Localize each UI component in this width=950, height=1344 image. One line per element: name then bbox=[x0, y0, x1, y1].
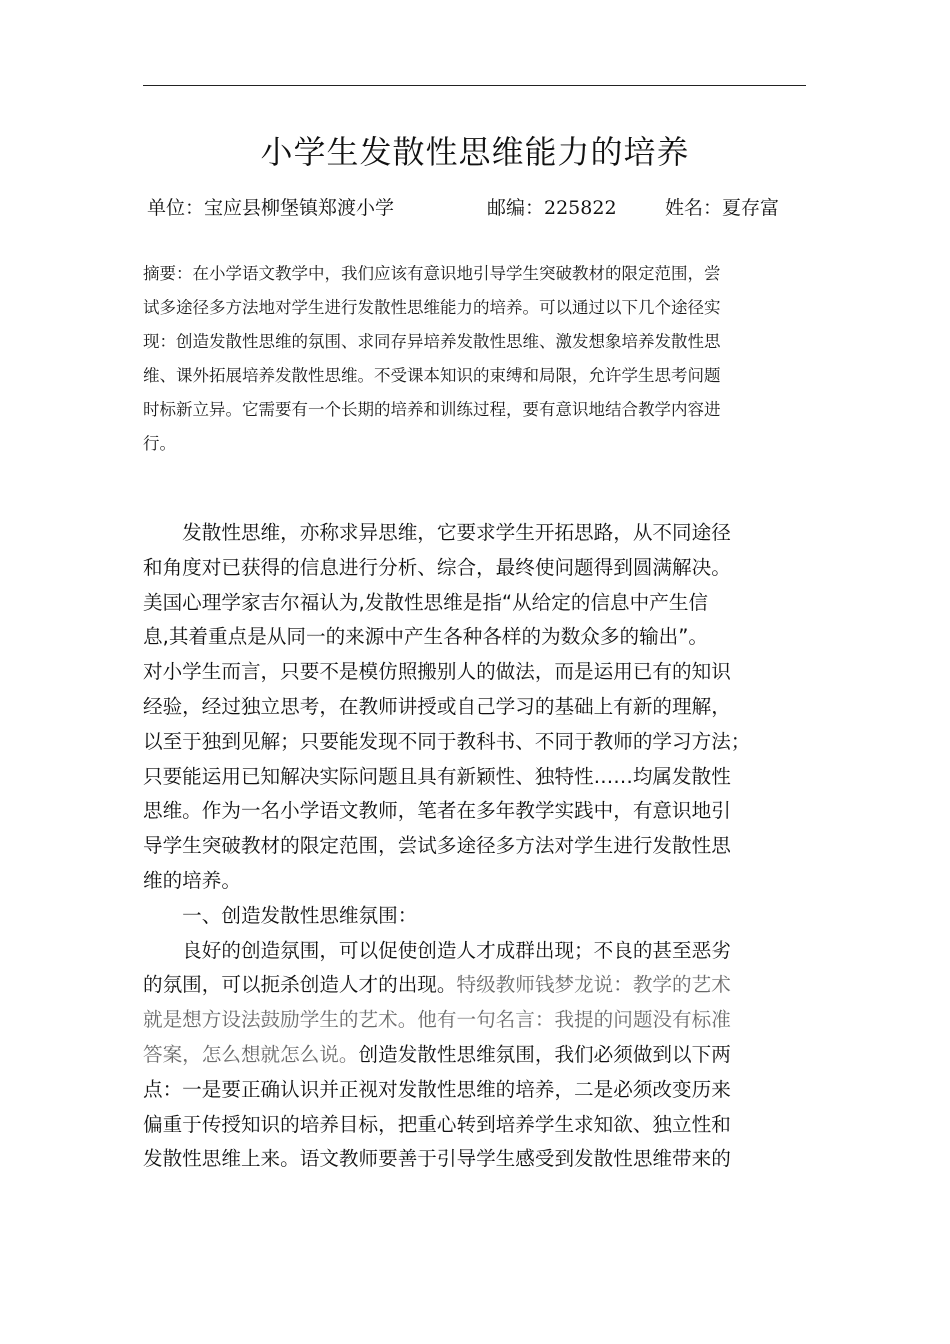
body-line: 和角度对已获得的信息进行分析、综合，最终使问题得到圆满解决。 bbox=[143, 555, 731, 579]
body-line: 点：一是要正确认识并正视对发散性思维的培养，二是必须改变历来 bbox=[143, 1077, 731, 1101]
body-segment: 创造发散性思维氛围，我们必须做到以下两 bbox=[358, 1042, 731, 1066]
body-line: 发散性思维上来。语文教师要善于引导学生感受到发散性思维带来的 bbox=[143, 1147, 731, 1171]
body-line: 思维。作为一名小学语文教师，笔者在多年教学实践中，有意识地引 bbox=[143, 799, 731, 823]
header-rule bbox=[143, 85, 806, 86]
body-line: 经验，经过独立思考，在教师讲授或自己学习的基础上有新的理解， bbox=[143, 694, 731, 718]
quote-segment: 特级教师钱梦龙说：教学的艺术 bbox=[456, 973, 731, 997]
body-line: 以至于独到见解；只要能发现不同于教科书、不同于教师的学习方法； bbox=[143, 729, 751, 753]
body-line bbox=[143, 968, 811, 1003]
body-segment: 的氛围，可以扼杀创造人才的出现。 bbox=[143, 973, 457, 997]
unit-info: 单位：宝应县柳堡镇郑渡小学 bbox=[147, 197, 395, 219]
abstract-line: 维、课外拓展培养发散性思维。不受课本知识的束缚和局限，允许学生思考问题 bbox=[143, 366, 721, 385]
quote-line: 就是想方设法鼓励学生的艺术。他有一句名言：我提的问题没有标准 bbox=[143, 1008, 731, 1032]
quote-segment: 答案，怎么想就怎么说。 bbox=[143, 1042, 359, 1066]
body-line: 导学生突破教材的限定范围，尝试多途径多方法对学生进行发散性思 bbox=[143, 834, 731, 858]
body-line: 美国心理学家吉尔福认为,发散性思维是指“从给定的信息中产生信 bbox=[143, 590, 709, 614]
body-line: 只要能运用已知解决实际问题且具有新颖性、独特性……均属发散性 bbox=[143, 764, 731, 788]
body-line: 息,其着重点是从同一的来源中产生各种各样的为数众多的输出”。 bbox=[143, 625, 709, 649]
author-name: 姓名：夏存富 bbox=[665, 197, 780, 219]
abstract-line: 摘要：在小学语文教学中，我们应该有意识地引导学生突破教材的限定范围，尝 bbox=[143, 264, 721, 283]
postcode-info: 邮编：225822 bbox=[487, 197, 617, 219]
abstract-line: 试多途径多方法地对学生进行发散性思维能力的培养。可以通过以下几个途径实 bbox=[143, 298, 721, 317]
author-info bbox=[147, 193, 827, 219]
body-line: 发散性思维，亦称求异思维，它要求学生开拓思路，从不同途径 bbox=[143, 521, 731, 544]
body-line: 偏重于传授知识的培养目标，把重心转到培养学生求知欲、独立性和 bbox=[143, 1112, 731, 1136]
abstract-line: 时标新立异。它需要有一个长期的培养和训练过程，要有意识地结合教学内容进 bbox=[143, 400, 721, 419]
body-text bbox=[143, 516, 811, 1177]
abstract-line: 行。 bbox=[143, 434, 176, 453]
body-line: 良好的创造氛围，可以促使创造人才成群出现；不良的甚至恶劣 bbox=[143, 938, 731, 962]
body-line bbox=[143, 1038, 811, 1073]
section-heading: 一、创造发散性思维氛围： bbox=[143, 903, 418, 927]
body-line: 对小学生而言，只要不是模仿照搬别人的做法，而是运用已有的知识 bbox=[143, 660, 731, 684]
document-title: 小学生发散性思维能力的培养 bbox=[260, 133, 690, 171]
abstract bbox=[143, 257, 811, 461]
body-line: 维的培养。 bbox=[143, 868, 241, 892]
abstract-line: 现：创造发散性思维的氛围、求同存异培养发散性思维、激发想象培养发散性思 bbox=[143, 332, 721, 351]
